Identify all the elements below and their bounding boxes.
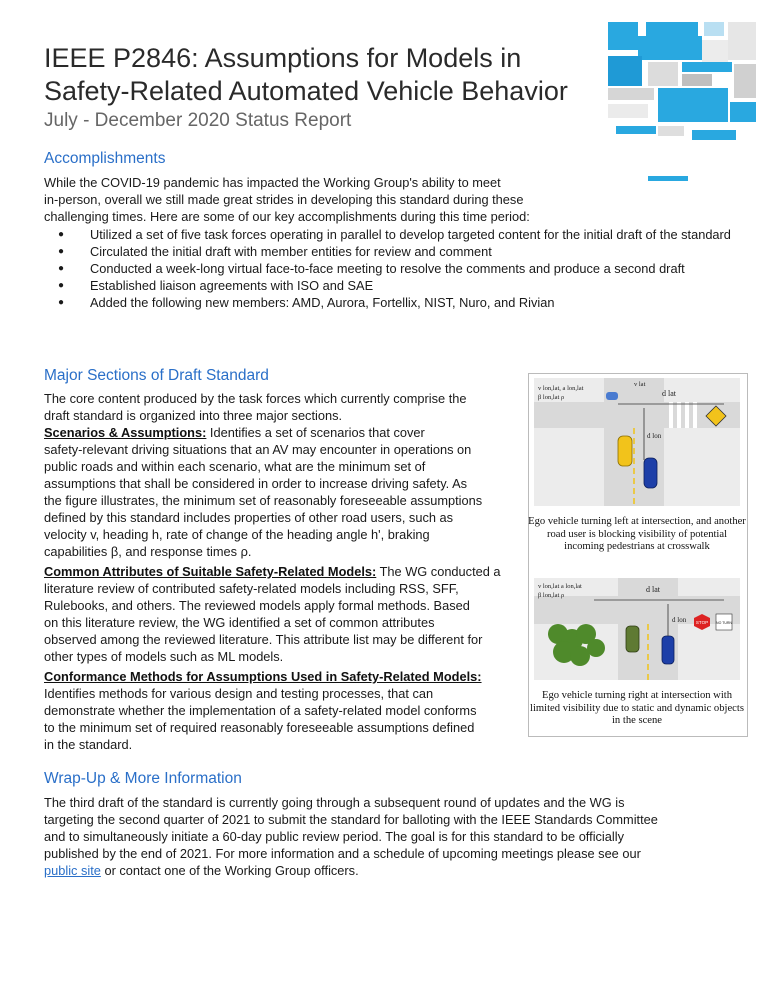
accomplishments-intro: While the COVID-19 pandemic has impacted the Working Group's ability to meet in-person, overall we still made great strides in developing this standard during these challenging times. Here are some of our key accomplishments during this time period: (44, 175, 530, 224)
major-sections-heading: Major Sections of Draft Standard (44, 367, 269, 384)
ego-vehicle-yellow (618, 436, 632, 466)
list-item: ● Conducted a week-long virtual face-to-face meeting to resolve the comments and produce a second draft (44, 260, 734, 277)
figure-1-caption: Ego vehicle turning left at intersection, and another road user is blocking visibility of potential incoming pedestrians at crosswalk (528, 516, 746, 552)
stop-sign-text: STOP (695, 620, 709, 625)
major-sections-intro: The core content produced by the task forces which currently comprise the draft standard is organized into three major sections. Scenarios & Assumptions: Identifies a set of scenarios that cover safety-relevant driving situations that an AV may encounter in operations on public roads and within each scenario, what are the minimum set of assumptions that shall be considered in order to increase driving safety. As the figure illustrates, the minimum set of reasonably foreseeable assumptions defined by this standard includes properties of other road users, such as velocity v, heading h, rate of change of the heading angle h', braking capabilities β, and response times ρ. (44, 391, 483, 559)
fig1-label-beta: β lon,lat ρ (538, 394, 565, 401)
wrapup-heading: Wrap-Up & More Information (44, 770, 242, 787)
title-line-2: Safety-Related Automated Vehicle Behavior (44, 76, 568, 106)
wrapup-paragraph: The third draft of the standard is currently going through a subsequent round of updates and the WG is targeting the second quarter of 2021 to submit the standard for balloting with the IEEE Standards Committee and to simultaneously initiate a 60-day public review period. The goal is for this standard to be officially published by the end of 2021. For more information and a schedule of upcoming meetings please see our public site or contact one of the Working Group officers. (44, 795, 658, 878)
decorative-logo-blocks (608, 22, 758, 182)
conformance-methods-heading: Conformance Methods for Assumptions Used in Safety-Related Models: (44, 669, 482, 684)
title-line-1: IEEE P2846: Assumptions for Models in (44, 43, 522, 73)
conformance-methods-section: Conformance Methods for Assumptions Used in Safety-Related Models: Identifies methods for various design and testing processes, that can demonstrate whether the implementation of a safety-related model conforms to the minimum set of required reasonably foreseeable assumptions defined in the standard. (44, 669, 482, 752)
list-item: ● Added the following new members: AMD, Aurora, Fortellix, NIST, Nuro, and Rivian (44, 294, 734, 311)
figure-1-left-turn-diagram (534, 378, 740, 506)
report-subtitle: July - December 2020 Status Report (44, 110, 352, 131)
public-site-link[interactable]: public site (44, 863, 101, 878)
fig2-label-dlon: d lon (672, 616, 687, 624)
fig2-label-dlat: d lat (646, 585, 660, 594)
ego-vehicle-blue (662, 636, 674, 664)
figure-2-caption: Ego vehicle turning right at intersection with limited visibility due to static and dynamic objects in the scene (530, 690, 744, 726)
common-attributes-heading: Common Attributes of Suitable Safety-Related Models: (44, 564, 377, 579)
fig2-label-v: v lon,lat a lon,lat (538, 583, 582, 590)
scenarios-assumptions-heading: Scenarios & Assumptions: (44, 425, 207, 440)
no-turn-sign-text: NO TURN (716, 621, 732, 625)
list-item: ● Established liaison agreements with ISO and SAE (44, 277, 734, 294)
fig1-label-v: v lon,lat, a lon,lat (538, 385, 584, 392)
accomplishments-heading: Accomplishments (44, 150, 166, 167)
blocking-vehicle-blue (644, 458, 657, 488)
common-attributes-section: Common Attributes of Suitable Safety-Related Models: The WG conducted a literature review of contributed safety-related models including RSS, SFF, Rulebooks, and others. The reviewed models apply formal methods. Based on this literature review, the WG identified a set of common attributes observed among the reviewed literature. This attribute list may be different for other types of models such as ML models. (44, 564, 501, 664)
figure-2-right-turn-diagram (534, 578, 740, 680)
fig1-label-dlat: d lat (662, 389, 676, 398)
fig2-label-beta: β lon,lat ρ (538, 592, 565, 599)
accomplishments-list (44, 226, 734, 311)
fig1-label-vlat: v lat (634, 381, 646, 388)
list-item: ● Circulated the initial draft with member entities for review and comment (44, 243, 734, 260)
fig1-label-dlon: d lon (647, 432, 662, 440)
list-item: ● Utilized a set of five task forces operating in parallel to develop targeted content for the initial draft of the standard (44, 226, 734, 243)
report-title (44, 42, 584, 108)
parked-car-green (626, 626, 639, 652)
